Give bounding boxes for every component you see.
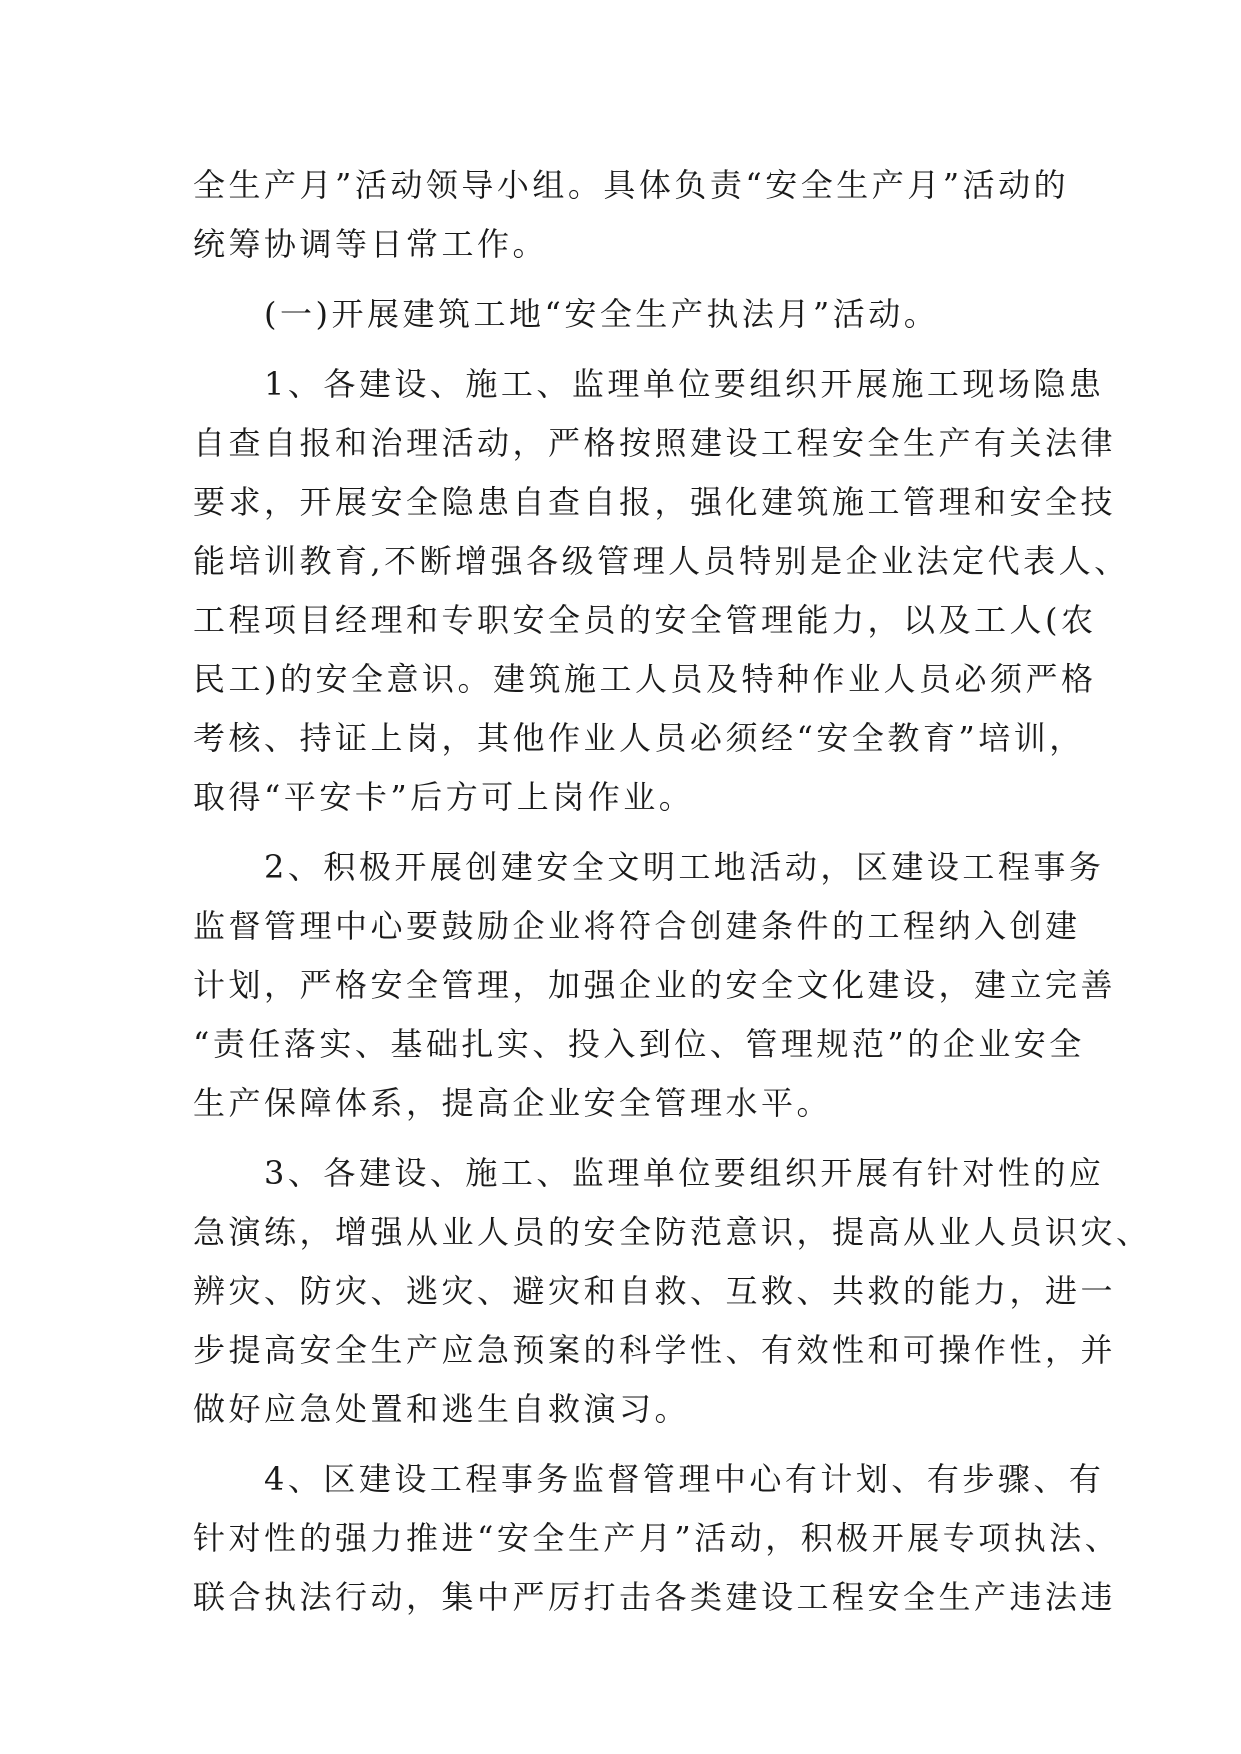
text-line: 1、各建设、施工、监理单位要组织开展施工现场隐患 (193, 365, 1105, 403)
text-line: 全生产月”活动领导小组。具体负责“安全生产月”活动的 (193, 166, 1070, 204)
section-heading (193, 285, 1053, 344)
document-body (193, 156, 1152, 1627)
text-line: 工程项目经理和专职安全员的安全管理能力，以及工人(农 (193, 601, 1097, 639)
text-line: 联合执法行动，集中严厉打击各类建设工程安全生产违法违 (193, 1578, 1117, 1616)
text-line: 针对性的强力推进“安全生产月”活动，积极开展专项执法、 (193, 1519, 1121, 1557)
text-line: 自查自报和治理活动，严格按照建设工程安全生产有关法律 (193, 424, 1117, 462)
text-line: 考核、持证上岗，其他作业人员必须经“安全教育”培训， (193, 719, 1085, 757)
paragraph (193, 156, 1070, 274)
paragraph (193, 1144, 1152, 1439)
text-line: “责任落实、基础扎实、投入到位、管理规范”的企业安全 (193, 1025, 1085, 1063)
text-line: 4、区建设工程事务监督管理中心有计划、有步骤、有 (193, 1460, 1105, 1498)
text-line: 要求，开展安全隐患自查自报，强化建筑施工管理和安全技 (193, 483, 1117, 521)
text-line: 2、积极开展创建安全文明工地活动，区建设工程事务 (193, 848, 1105, 886)
text-line: 计划，严格安全管理，加强企业的安全文化建设，建立完善 (193, 966, 1117, 1004)
text-line: 生产保障体系，提高企业安全管理水平。 (193, 1084, 833, 1122)
text-line: 辨灾、防灾、逃灾、避灾和自救、互救、共救的能力，进一 (193, 1272, 1117, 1310)
text-line: 监督管理中心要鼓励企业将符合创建条件的工程纳入创建 (193, 907, 1081, 945)
text-line: 急演练，增强从业人员的安全防范意识，提高从业人员识灾、 (193, 1213, 1152, 1251)
text-line: 做好应急处置和逃生自救演习。 (193, 1390, 691, 1428)
text-line: 取得“平安卡”后方可上岗作业。 (193, 778, 695, 816)
text-line: 步提高安全生产应急预案的科学性、有效性和可操作性，并 (193, 1331, 1117, 1369)
paragraph (193, 355, 1130, 827)
paragraph (193, 1450, 1121, 1627)
paragraph (193, 838, 1117, 1133)
text-line: 民工)的安全意识。建筑施工人员及特种作业人员必须严格 (193, 660, 1097, 698)
text-line: (一)开展建筑工地“安全生产执法月”活动。 (193, 295, 940, 333)
text-line: 统筹协调等日常工作。 (193, 225, 549, 263)
text-line: 3、各建设、施工、监理单位要组织开展有针对性的应 (193, 1154, 1105, 1192)
text-line: 能培训教育,不断增强各级管理人员特别是企业法定代表人、 (193, 542, 1130, 580)
